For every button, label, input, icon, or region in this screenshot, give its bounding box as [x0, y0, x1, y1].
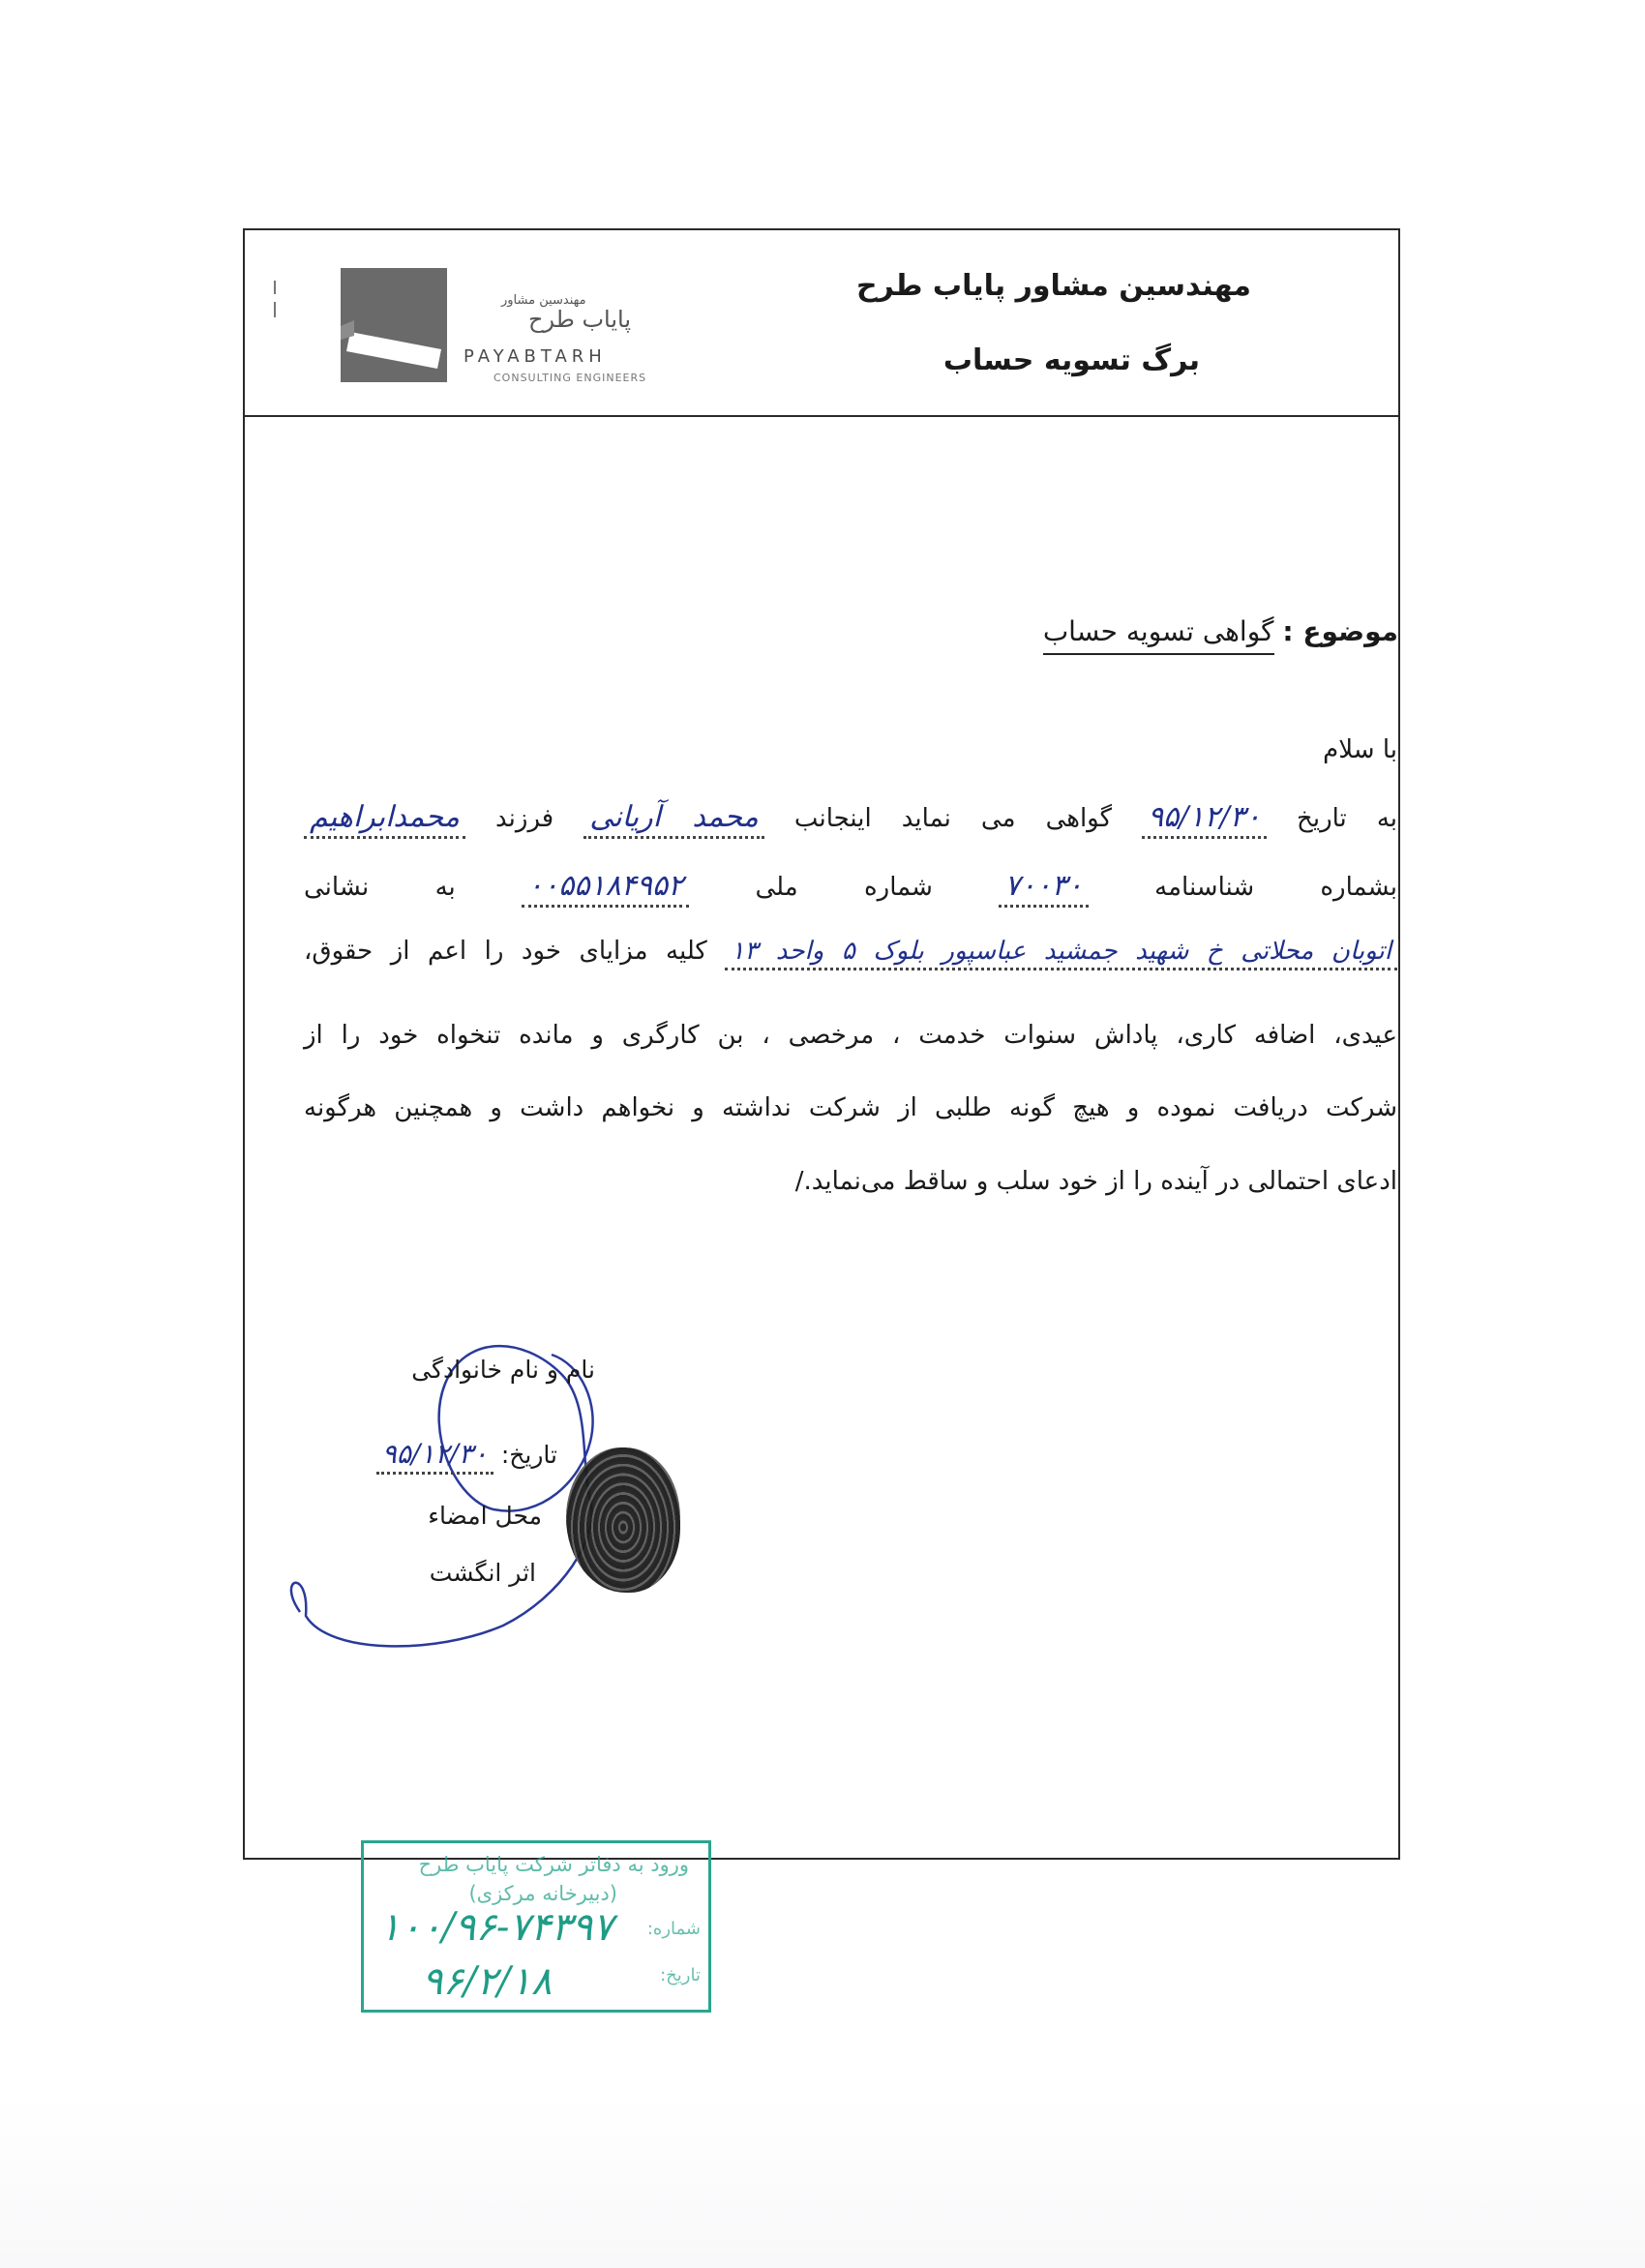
fingerprint [566, 1447, 680, 1593]
body-line-2 [304, 869, 1397, 903]
header-divider [243, 415, 1400, 417]
body-line-1 [304, 800, 1397, 834]
body-line-4: عیدی، اضافه کاری، پاداش سنوات خدمت ، مرخصی ، بن کارگری و مانده تنخواه خود را از [304, 1021, 1397, 1050]
logo-fa-small: مهندسین مشاور [501, 293, 586, 308]
body-text: به نشانی [304, 873, 456, 902]
signature-place-label: محل امضاء [428, 1502, 542, 1530]
stamp-date-value: ۹۶/۲/۱۸ [422, 1959, 553, 2004]
body-text: گواهی می نماید اینجانب [793, 804, 1112, 833]
body-text: فرزند [495, 804, 554, 833]
body-text: شماره ملی [755, 873, 933, 902]
body-line-3 [304, 937, 1397, 966]
stamp-number-value: ۱۰۰/۹۶-۷۴۳۹۷ [379, 1905, 613, 1950]
stamp-date-label: تاریخ: [660, 1965, 701, 1985]
stamp-number-label: شماره: [646, 1919, 701, 1939]
page-shadow [0, 2094, 1645, 2268]
handwritten-date: ۹۵/۱۲/۳۰ [1142, 800, 1267, 839]
registration-stamp [361, 1840, 711, 2013]
company-name: مهندسین مشاور پایاب طرح [855, 269, 1251, 303]
handwritten-id-number: ۷۰۰۳۰ [999, 869, 1089, 908]
salutation: با سلام [1323, 735, 1397, 764]
handwritten-signature-date: ۹۵/۱۲/۳۰ [376, 1438, 494, 1475]
subject-value: گواهی تسویه حساب [1043, 615, 1274, 655]
fingerprint-label: اثر انگشت [429, 1559, 536, 1587]
subject-label: موضوع : [1282, 615, 1398, 647]
logo-en-name: PAYABTARH [464, 346, 607, 367]
logo-en-sub: CONSULTING ENGINEERS [494, 372, 647, 384]
body-text: بشماره شناسنامه [1154, 873, 1397, 902]
logo-fa-name: پایاب طرح [528, 306, 632, 333]
handwritten-national-id: ۰۰۵۵۱۸۴۹۵۲ [522, 869, 689, 908]
body-line-6: ادعای احتمالی در آینده را از خود سلب و ساقط می‌نماید./ [794, 1167, 1397, 1196]
company-logo-icon [341, 268, 447, 382]
body-text: به تاریخ [1297, 804, 1398, 833]
signature-date-label: تاریخ: [500, 1441, 557, 1469]
form-title: برگ تسویه حساب [942, 343, 1200, 377]
body-text: کلیه مزایای خود را اعم از حقوق، [304, 937, 707, 966]
body-line-5: شرکت دریافت نموده و هیچ گونه طلبی از شرکت نداشته و نخواهم داشت و همچنین هرگونه [304, 1093, 1397, 1122]
scan-mark [272, 281, 278, 319]
handwritten-father-name: محمدابراهیم [304, 800, 465, 839]
handwritten-name: محمد آریانی [583, 800, 764, 839]
handwritten-address: اتوبان محلاتی خ شهید جمشید عباسپور بلوک ۵ واحد ۱۳ [725, 937, 1397, 970]
signature-name-label: نام و نام خانوادگی [411, 1356, 595, 1384]
signature-date [376, 1438, 557, 1470]
subject-line [1043, 615, 1398, 647]
stamp-line-2: (دبیرخانه مرکزی) [468, 1882, 617, 1905]
stamp-line-1: ورود به دفاتر شرکت پایاب طرح [418, 1853, 689, 1876]
